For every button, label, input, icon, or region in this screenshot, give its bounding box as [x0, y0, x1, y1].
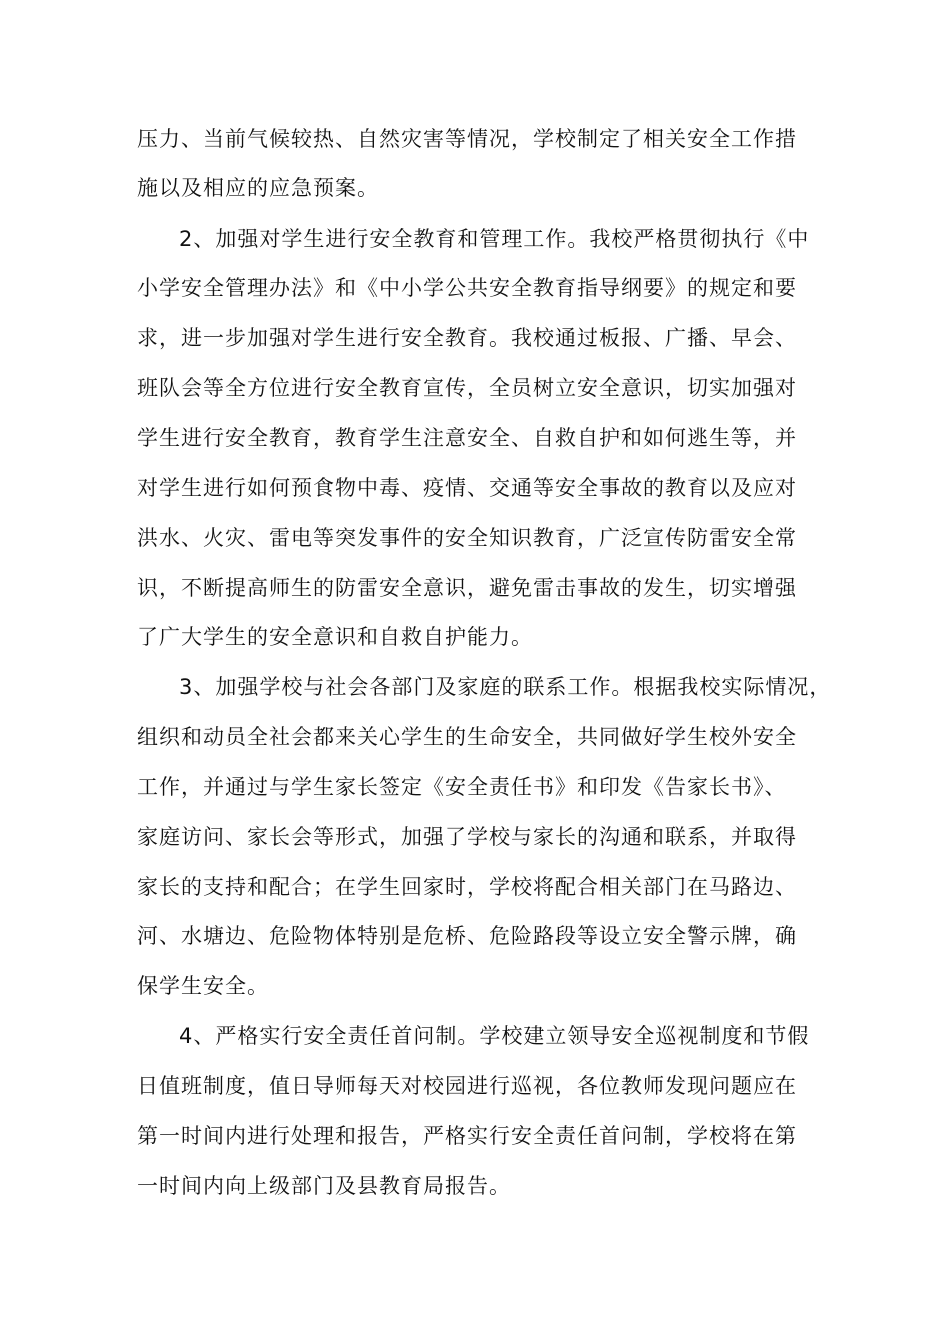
text-line: 日值班制度，值日导师每天对校园进行巡视，各位教师发现问题应在 [137, 1074, 797, 1098]
text-line: 第一时间内进行处理和报告，严格实行安全责任首问制，学校将在第 [137, 1124, 797, 1148]
text-line: 河、水塘边、危险物体特别是危桥、危险路段等设立安全警示牌，确 [137, 924, 797, 948]
text-line: 学生进行安全教育，教育学生注意安全、自救自护和如何逃生等，并 [137, 426, 797, 450]
text-line: 求，进一步加强对学生进行安全教育。我校通过板报、广播、早会、 [137, 326, 797, 350]
text-line: 组织和动员全社会都来关心学生的生命安全，共同做好学生校外安全 [137, 725, 797, 749]
text-line: 了广大学生的安全意识和自救自护能力。 [137, 625, 533, 649]
text-line: 洪水、火灾、雷电等突发事件的安全知识教育，广泛宣传防雷安全常 [137, 526, 797, 550]
paragraph-3-first-line: 3、加强学校与社会各部门及家庭的联系工作。根据我校实际情况， [179, 675, 832, 699]
text-line: 压力、当前气候较热、自然灾害等情况，学校制定了相关安全工作措 [137, 127, 797, 151]
text-line: 班队会等全方位进行安全教育宣传，全员树立安全意识，切实加强对 [137, 376, 797, 400]
text-line: 家长的支持和配合；在学生回家时，学校将配合相关部门在马路边、 [137, 875, 797, 899]
text-line: 对学生进行如何预食物中毒、疫情、交通等安全事故的教育以及应对 [137, 476, 797, 500]
paragraph-4-first-line: 4、严格实行安全责任首问制。学校建立领导安全巡视制度和节假 [179, 1024, 810, 1048]
text-line: 家庭访问、家长会等形式，加强了学校与家长的沟通和联系，并取得 [137, 825, 797, 849]
text-line: 一时间内向上级部门及县教育局报告。 [137, 1174, 511, 1198]
text-line: 工作，并通过与学生家长签定《安全责任书》和印发《告家长书》、 [137, 775, 787, 799]
text-line: 保学生安全。 [137, 974, 269, 998]
paragraph-2-first-line: 2、加强对学生进行安全教育和管理工作。我校严格贯彻执行《中 [179, 227, 810, 251]
text-line: 施以及相应的应急预案。 [137, 176, 379, 200]
text-line: 识，不断提高师生的防雷安全意识，避免雷击事故的发生，切实增强 [137, 576, 797, 600]
text-line: 小学安全管理办法》和《中小学公共安全教育指导纲要》的规定和要 [137, 276, 797, 300]
